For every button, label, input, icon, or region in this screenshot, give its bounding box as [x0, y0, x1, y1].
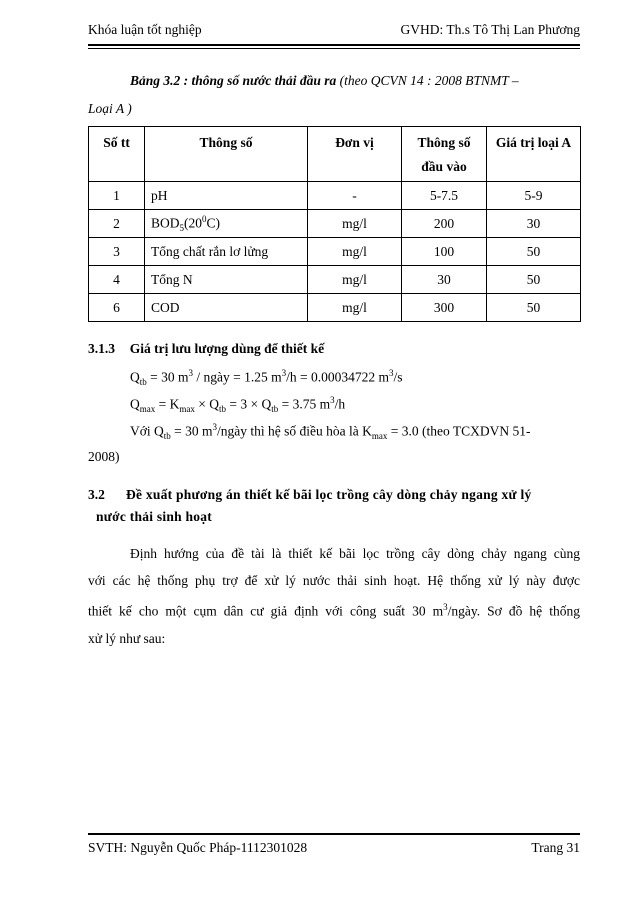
col-header-stt: Số tt: [89, 127, 145, 182]
cell-limit: 5-9: [487, 182, 581, 210]
cell-param: pH: [145, 182, 308, 210]
cell-param: $BOD_5(20^0C)$: [145, 210, 308, 238]
cell-unit: mg/l: [308, 266, 402, 294]
section-313-heading: [88, 341, 324, 357]
cell-unit: -: [308, 182, 402, 210]
footer-author: SVTH: Nguyễn Quốc Pháp-1112301028: [88, 840, 308, 855]
cell-stt: 1: [89, 182, 145, 210]
table-row: [89, 294, 581, 322]
page-header: [88, 22, 580, 42]
cell-input: 200: [402, 210, 487, 238]
equation-qtb: $Q_{tb} = 30$ $m^3$ / ngày = 1.25 $m^3/h = 0.00034722$ $m^3/s$: [130, 368, 403, 388]
effluent-table: [88, 126, 581, 322]
table-caption-line2: Loại A ): [88, 101, 132, 116]
table-caption: [130, 73, 519, 89]
cell-input: 100: [402, 238, 487, 266]
cell-unit: mg/l: [308, 238, 402, 266]
page-number: Trang 31: [531, 840, 580, 855]
table-row: [89, 182, 581, 210]
section-313-number: 3.1.3: [88, 341, 115, 356]
equation-qmax: $Q_{max} = K_{max} \times Q_{tb} = 3 \times Q_{tb} = 3.75$ $m^3/h$: [130, 395, 346, 415]
table-caption-rest: (theo QCVN 14 : 2008 BTNMT –: [339, 73, 519, 88]
col-header-unit: Đơn vị: [308, 127, 402, 182]
cell-input: 30: [402, 266, 487, 294]
cell-limit: 50: [487, 294, 581, 322]
equation-kmax: Với $Q_{tb} = 30$ $m^3$/ngày thì hệ số điều hòa là $K_{max} = 3.0$ (theo TCXDVN 51-: [130, 422, 531, 442]
cell-stt: 6: [89, 294, 145, 322]
paragraph-line: Định hướng của đề tài là thiết kế bãi lọc trồng cây dòng chảy ngang cùng: [130, 546, 580, 561]
cell-stt: 4: [89, 266, 145, 294]
paragraph-line: thiết kế cho một cụm dân cư giả định với công suất 30 $m^3$/ngày. Sơ đồ hệ thống: [88, 602, 580, 619]
col-header-input: Thông số đầu vào: [402, 127, 487, 182]
cell-param: Tổng chất rắn lơ lửng: [145, 238, 308, 266]
cell-limit: 30: [487, 210, 581, 238]
cell-param: COD: [145, 294, 308, 322]
header-left: Khóa luận tốt nghiệp: [88, 22, 202, 37]
cell-input: 5-7.5: [402, 182, 487, 210]
paragraph-line: với các hệ thống phụ trợ để xử lý nước thải sinh hoạt. Hệ thống xử lý này được: [88, 573, 580, 588]
table-row: [89, 238, 581, 266]
table-row: [89, 266, 581, 294]
cell-param: Tổng N: [145, 266, 308, 294]
section-32-title-line1: Đề xuất phương án thiết kế bãi lọc trồng cây dòng chảy ngang xử lý: [126, 487, 532, 502]
section-32-title-line2: nước thải sinh hoạt: [96, 509, 212, 524]
header-right: GVHD: Th.s Tô Thị Lan Phương: [400, 22, 580, 37]
section-313-title: Giá trị lưu lượng dùng để thiết kế: [129, 341, 325, 356]
footer-rule: [88, 833, 580, 835]
col-header-limit: Giá trị loại A: [487, 127, 581, 182]
cell-limit: 50: [487, 238, 581, 266]
table-caption-label: Bảng 3.2 : thông số nước thải đầu ra: [130, 73, 337, 88]
header-rule-thick: [88, 44, 580, 46]
section-32-number: 3.2: [88, 487, 105, 502]
body-paragraph: [88, 540, 580, 652]
equation-kmax-continued: 2008): [88, 449, 120, 464]
table-header-row: [89, 127, 581, 182]
cell-unit: mg/l: [308, 294, 402, 322]
table-row: [89, 210, 581, 238]
cell-limit: 50: [487, 266, 581, 294]
paragraph-line: xử lý như sau:: [88, 630, 166, 646]
cell-input: 300: [402, 294, 487, 322]
cell-stt: 3: [89, 238, 145, 266]
col-header-param: Thông số: [145, 127, 308, 182]
header-rule-thin: [88, 48, 580, 49]
cell-stt: 2: [89, 210, 145, 238]
page-footer: [88, 840, 580, 856]
cell-unit: mg/l: [308, 210, 402, 238]
